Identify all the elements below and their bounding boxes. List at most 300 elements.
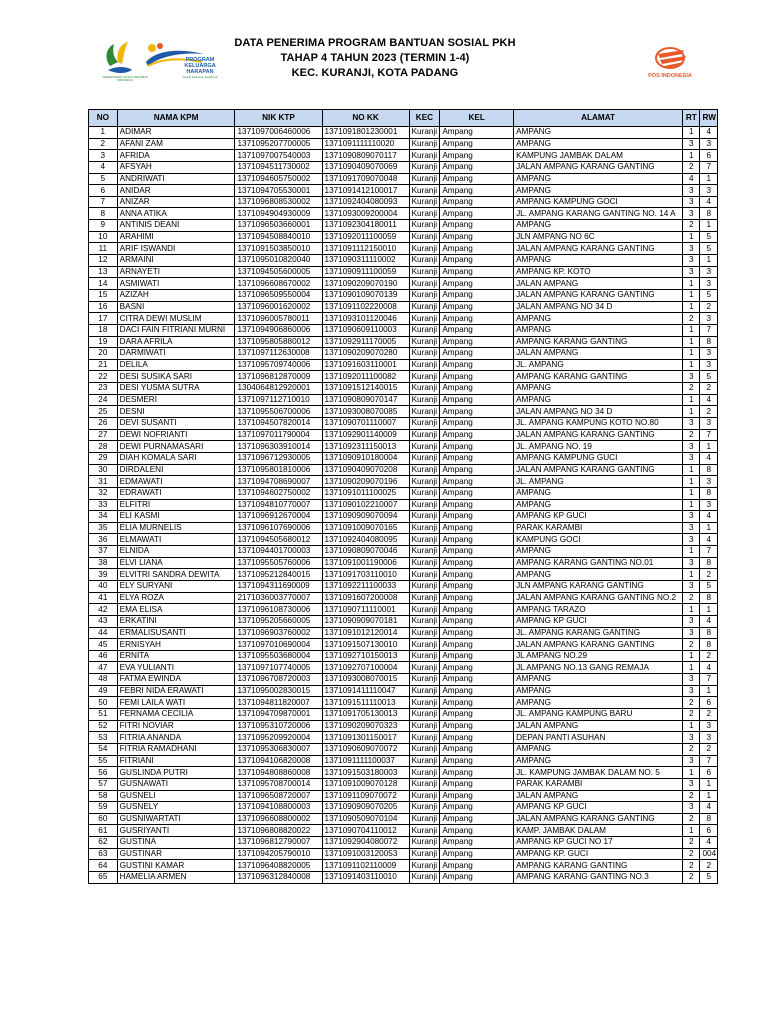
- column-header-kel: KEL: [440, 110, 514, 127]
- cell-alamat: AMPANG: [514, 173, 683, 185]
- cell-rt: 1: [683, 825, 700, 837]
- cell-alamat: AMPANG KP. KOTO: [514, 266, 683, 278]
- cell-no-kk: 1371091512140015: [322, 383, 409, 395]
- cell-nik-ktp: 1371094508840010: [235, 231, 322, 243]
- cell-alamat: JALAN AMPANG KARANG GANTING NO.2: [514, 592, 683, 604]
- cell-kel: Ampang: [440, 709, 514, 721]
- table-row: [89, 860, 718, 872]
- cell-kel: Ampang: [440, 778, 514, 790]
- cell-rw: 8: [700, 639, 718, 651]
- cell-rt: 1: [683, 476, 700, 488]
- cell-no: 10: [89, 231, 118, 243]
- cell-kel: Ampang: [440, 231, 514, 243]
- cell-no-kk: 1371091001190006: [322, 557, 409, 569]
- cell-rw: 2: [700, 383, 718, 395]
- cell-alamat: AMPANG: [514, 394, 683, 406]
- cell-nama-kpm: FEMI LAILA WATI: [117, 697, 235, 709]
- cell-no: 23: [89, 383, 118, 395]
- cell-nama-kpm: DARA AFRILA: [117, 336, 235, 348]
- cell-rt: 1: [683, 604, 700, 616]
- cell-kel: Ampang: [440, 499, 514, 511]
- pos-logo-text: POS INDONESIA: [648, 73, 692, 79]
- cell-alamat: AMPANG: [514, 546, 683, 558]
- table-row: [89, 289, 718, 301]
- cell-alamat: AMPANG: [514, 743, 683, 755]
- cell-alamat: JL. AMPANG: [514, 476, 683, 488]
- cell-kec: Kuranji: [409, 802, 440, 814]
- column-header-kec: KEC: [409, 110, 440, 127]
- cell-kec: Kuranji: [409, 452, 440, 464]
- table-row: [89, 767, 718, 779]
- cell-kec: Kuranji: [409, 150, 440, 162]
- cell-no-kk: 1371090209070196: [322, 476, 409, 488]
- cell-rw: 3: [700, 499, 718, 511]
- cell-nik-ktp: 1371096808820022: [235, 825, 322, 837]
- cell-kel: Ampang: [440, 534, 514, 546]
- pkh-logo-text: [170, 57, 230, 79]
- cell-rw: 8: [700, 627, 718, 639]
- cell-alamat: KAMPUNG JAMBAK DALAM: [514, 150, 683, 162]
- cell-no-kk: 1371092404080095: [322, 534, 409, 546]
- cell-kel: Ampang: [440, 441, 514, 453]
- cell-rw: 4: [700, 534, 718, 546]
- cell-no-kk: 1371092710150013: [322, 650, 409, 662]
- cell-kec: Kuranji: [409, 138, 440, 150]
- cell-rt: 1: [683, 324, 700, 336]
- cell-nama-kpm: DELILA: [117, 359, 235, 371]
- cell-nik-ktp: 1371094401700003: [235, 546, 322, 558]
- cell-kec: Kuranji: [409, 406, 440, 418]
- cell-no-kk: 1371091012120014: [322, 627, 409, 639]
- cell-rw: 7: [700, 674, 718, 686]
- table-row: [89, 732, 718, 744]
- cell-nama-kpm: ARMAINI: [117, 255, 235, 267]
- cell-no: 36: [89, 534, 118, 546]
- cell-kec: Kuranji: [409, 755, 440, 767]
- cell-kec: Kuranji: [409, 487, 440, 499]
- cell-kec: Kuranji: [409, 301, 440, 313]
- cell-rt: 1: [683, 150, 700, 162]
- cell-kec: Kuranji: [409, 359, 440, 371]
- cell-kel: Ampang: [440, 220, 514, 232]
- cell-no-kk: 1371091607200008: [322, 592, 409, 604]
- cell-nama-kpm: ELFITRI: [117, 499, 235, 511]
- cell-nik-ktp: 1371095212840015: [235, 569, 322, 581]
- cell-kec: Kuranji: [409, 196, 440, 208]
- cell-kec: Kuranji: [409, 348, 440, 360]
- cell-alamat: AMPANG: [514, 138, 683, 150]
- cell-nama-kpm: ARAHIMI: [117, 231, 235, 243]
- cell-no: 31: [89, 476, 118, 488]
- table-row: [89, 476, 718, 488]
- cell-rw: 2: [700, 569, 718, 581]
- cell-rw: 7: [700, 161, 718, 173]
- table-row: [89, 790, 718, 802]
- cell-nama-kpm: DEWI NOFRIANTI: [117, 429, 235, 441]
- cell-kec: Kuranji: [409, 674, 440, 686]
- cell-no: 8: [89, 208, 118, 220]
- cell-rt: 3: [683, 615, 700, 627]
- cell-kel: Ampang: [440, 546, 514, 558]
- cell-no: 14: [89, 278, 118, 290]
- cell-nik-ktp: 1371096001620002: [235, 301, 322, 313]
- cell-kel: Ampang: [440, 569, 514, 581]
- table-row: [89, 336, 718, 348]
- cell-no: 7: [89, 196, 118, 208]
- column-header-nik-ktp: NIK KTP: [235, 110, 322, 127]
- cell-rt: 2: [683, 743, 700, 755]
- cell-rt: 2: [683, 813, 700, 825]
- cell-rw: 1: [700, 685, 718, 697]
- cell-nama-kpm: GUSTINA: [117, 837, 235, 849]
- cell-kel: Ampang: [440, 196, 514, 208]
- cell-nik-ktp: 1371096708720003: [235, 674, 322, 686]
- cell-no: 27: [89, 429, 118, 441]
- cell-kec: Kuranji: [409, 429, 440, 441]
- cell-rt: 1: [683, 301, 700, 313]
- cell-kel: Ampang: [440, 429, 514, 441]
- table-row: [89, 243, 718, 255]
- cell-rw: 5: [700, 289, 718, 301]
- cell-nama-kpm: GUSNELI: [117, 790, 235, 802]
- cell-kel: Ampang: [440, 767, 514, 779]
- cell-kec: Kuranji: [409, 872, 440, 884]
- cell-kec: Kuranji: [409, 743, 440, 755]
- cell-rt: 1: [683, 231, 700, 243]
- cell-rw: 1: [700, 220, 718, 232]
- cell-no: 55: [89, 755, 118, 767]
- cell-no: 25: [89, 406, 118, 418]
- cell-nama-kpm: EMA ELISA: [117, 604, 235, 616]
- cell-nama-kpm: FITRIA ANANDA: [117, 732, 235, 744]
- cell-nik-ktp: 1371096503660001: [235, 220, 322, 232]
- cell-kel: Ampang: [440, 418, 514, 430]
- cell-rw: 6: [700, 825, 718, 837]
- table-row: [89, 511, 718, 523]
- cell-rt: 1: [683, 464, 700, 476]
- cell-alamat: JALAN AMPANG KARANG GANTING: [514, 161, 683, 173]
- cell-alamat: AMPANG: [514, 324, 683, 336]
- cell-nama-kpm: FITRIA RAMADHANI: [117, 743, 235, 755]
- cell-rt: 3: [683, 522, 700, 534]
- cell-kel: Ampang: [440, 243, 514, 255]
- cell-nik-ktp: 1371094311690009: [235, 580, 322, 592]
- cell-alamat: JALAN AMPANG: [514, 348, 683, 360]
- table-row: [89, 662, 718, 674]
- cell-nama-kpm: ERNITA: [117, 650, 235, 662]
- pkh-logo-tagline: Peduli Keluarga Sejahtera: [182, 75, 218, 79]
- cell-kel: Ampang: [440, 150, 514, 162]
- cell-kel: Ampang: [440, 313, 514, 325]
- cell-nik-ktp: 1371097112630008: [235, 348, 322, 360]
- cell-kec: Kuranji: [409, 860, 440, 872]
- table-row: [89, 802, 718, 814]
- cell-nama-kpm: GUSRIYANTI: [117, 825, 235, 837]
- cell-no-kk: 1371092011100059: [322, 231, 409, 243]
- cell-no-kk: 1371091102110009: [322, 860, 409, 872]
- cell-kel: Ampang: [440, 848, 514, 860]
- cell-no-kk: 1371092904080072: [322, 837, 409, 849]
- cell-no: 53: [89, 732, 118, 744]
- cell-nama-kpm: FITRIANI: [117, 755, 235, 767]
- cell-no: 63: [89, 848, 118, 860]
- cell-nik-ktp: 1371096812870009: [235, 371, 322, 383]
- cell-no: 33: [89, 499, 118, 511]
- recipient-table: [88, 109, 718, 884]
- cell-nama-kpm: ANDRIWATI: [117, 173, 235, 185]
- cell-rw: 6: [700, 150, 718, 162]
- cell-no-kk: 1371090809070117: [322, 150, 409, 162]
- cell-nik-ktp: 1371095503680004: [235, 650, 322, 662]
- cell-no-kk: 1371091412100017: [322, 185, 409, 197]
- cell-rw: 1: [700, 778, 718, 790]
- cell-nik-ktp: 1371094205790010: [235, 848, 322, 860]
- cell-no: 5: [89, 173, 118, 185]
- cell-nama-kpm: GUSTINI KAMAR: [117, 860, 235, 872]
- cell-rw: 7: [700, 546, 718, 558]
- pkh-logo-line2: KELUARGA: [184, 63, 216, 69]
- table-row: [89, 674, 718, 686]
- cell-no: 34: [89, 511, 118, 523]
- cell-no: 21: [89, 359, 118, 371]
- cell-kel: Ampang: [440, 185, 514, 197]
- cell-kel: Ampang: [440, 511, 514, 523]
- cell-nik-ktp: 1371095506700006: [235, 406, 322, 418]
- cell-kel: Ampang: [440, 138, 514, 150]
- cell-rt: 3: [683, 732, 700, 744]
- cell-rw: 004: [700, 848, 718, 860]
- table-row: [89, 557, 718, 569]
- cell-no: 40: [89, 580, 118, 592]
- cell-nik-ktp: 1371094705530001: [235, 185, 322, 197]
- cell-nama-kpm: FATMA EWINDA: [117, 674, 235, 686]
- cell-no-kk: 1371090809070147: [322, 394, 409, 406]
- cell-rt: 3: [683, 243, 700, 255]
- cell-alamat: AMPANG: [514, 313, 683, 325]
- cell-nama-kpm: GUSNAWATI: [117, 778, 235, 790]
- cell-nama-kpm: DESI SUSIKA SARI: [117, 371, 235, 383]
- cell-rt: 2: [683, 383, 700, 395]
- cell-no: 35: [89, 522, 118, 534]
- cell-alamat: JALAN AMPANG NO 34 D: [514, 406, 683, 418]
- cell-nik-ktp: 2171036003770007: [235, 592, 322, 604]
- cell-no: 17: [89, 313, 118, 325]
- cell-rw: 5: [700, 231, 718, 243]
- cell-no: 13: [89, 266, 118, 278]
- cell-rw: 1: [700, 173, 718, 185]
- cell-nik-ktp: 1371096508720007: [235, 790, 322, 802]
- table-row: [89, 755, 718, 767]
- cell-alamat: AMPANG KP. GUCI: [514, 848, 683, 860]
- cell-rt: 3: [683, 371, 700, 383]
- table-row: [89, 266, 718, 278]
- cell-nama-kpm: ELI KASMI: [117, 511, 235, 523]
- cell-no-kk: 1371091603110001: [322, 359, 409, 371]
- cell-nik-ktp: 1371094505600005: [235, 266, 322, 278]
- cell-rw: 3: [700, 266, 718, 278]
- cell-kel: Ampang: [440, 604, 514, 616]
- cell-alamat: JALAN AMPANG KARANG GANTING: [514, 813, 683, 825]
- cell-no: 54: [89, 743, 118, 755]
- cell-kel: Ampang: [440, 662, 514, 674]
- table-row: [89, 324, 718, 336]
- cell-kec: Kuranji: [409, 615, 440, 627]
- cell-kec: Kuranji: [409, 220, 440, 232]
- cell-nama-kpm: EDRAWATI: [117, 487, 235, 499]
- cell-no-kk: 1371091503180003: [322, 767, 409, 779]
- table-row: [89, 569, 718, 581]
- table-row: [89, 255, 718, 267]
- cell-rt: 2: [683, 639, 700, 651]
- cell-kel: Ampang: [440, 802, 514, 814]
- cell-nik-ktp: 1371097107740005: [235, 662, 322, 674]
- cell-kec: Kuranji: [409, 336, 440, 348]
- document-title-block: [230, 36, 520, 81]
- cell-alamat: JALAN AMPANG: [514, 720, 683, 732]
- cell-kel: Ampang: [440, 359, 514, 371]
- cell-no-kk: 1371092901140009: [322, 429, 409, 441]
- table-row: [89, 138, 718, 150]
- cell-nik-ktp: 1371095205660005: [235, 615, 322, 627]
- cell-no-kk: 1371090609110003: [322, 324, 409, 336]
- table-row: [89, 150, 718, 162]
- table-row: [89, 872, 718, 884]
- cell-rw: 2: [700, 406, 718, 418]
- cell-nama-kpm: ADIMAR: [117, 127, 235, 139]
- cell-kel: Ampang: [440, 685, 514, 697]
- cell-rw: 4: [700, 662, 718, 674]
- cell-kec: Kuranji: [409, 650, 440, 662]
- table-row: [89, 429, 718, 441]
- cell-alamat: JLN AMPANG NO 6C: [514, 231, 683, 243]
- cell-kel: Ampang: [440, 452, 514, 464]
- cell-no: 38: [89, 557, 118, 569]
- cell-alamat: AMPANG: [514, 499, 683, 511]
- cell-kel: Ampang: [440, 127, 514, 139]
- cell-nik-ktp: 1371095010820040: [235, 255, 322, 267]
- cell-kec: Kuranji: [409, 208, 440, 220]
- cell-no-kk: 1371091301150017: [322, 732, 409, 744]
- cell-kel: Ampang: [440, 255, 514, 267]
- cell-no: 2: [89, 138, 118, 150]
- cell-kec: Kuranji: [409, 266, 440, 278]
- cell-rw: 2: [700, 650, 718, 662]
- table-row: [89, 371, 718, 383]
- cell-no: 15: [89, 289, 118, 301]
- cell-rt: 3: [683, 627, 700, 639]
- cell-kec: Kuranji: [409, 639, 440, 651]
- cell-no: 16: [89, 301, 118, 313]
- table-row: [89, 546, 718, 558]
- cell-kec: Kuranji: [409, 278, 440, 290]
- cell-rt: 2: [683, 848, 700, 860]
- cell-kec: Kuranji: [409, 511, 440, 523]
- cell-rt: 1: [683, 499, 700, 511]
- table-row: [89, 848, 718, 860]
- cell-rt: 3: [683, 685, 700, 697]
- table-row: [89, 161, 718, 173]
- table-row: [89, 534, 718, 546]
- table-row: [89, 743, 718, 755]
- cell-rw: 6: [700, 767, 718, 779]
- cell-kec: Kuranji: [409, 790, 440, 802]
- cell-rw: 5: [700, 580, 718, 592]
- cell-no: 18: [89, 324, 118, 336]
- cell-kec: Kuranji: [409, 324, 440, 336]
- table-row: [89, 196, 718, 208]
- cell-kel: Ampang: [440, 487, 514, 499]
- cell-no-kk: 1371093008070015: [322, 674, 409, 686]
- column-header-alamat: ALAMAT: [514, 110, 683, 127]
- cell-no: 56: [89, 767, 118, 779]
- cell-kec: Kuranji: [409, 557, 440, 569]
- cell-nama-kpm: AFANI ZAM: [117, 138, 235, 150]
- cell-kec: Kuranji: [409, 522, 440, 534]
- cell-no-kk: 1371090509070104: [322, 813, 409, 825]
- cell-no: 32: [89, 487, 118, 499]
- cell-nama-kpm: CITRA DEWI MUSLIM: [117, 313, 235, 325]
- cell-rt: 2: [683, 837, 700, 849]
- cell-rw: 7: [700, 324, 718, 336]
- table-row: [89, 697, 718, 709]
- cell-rt: 2: [683, 709, 700, 721]
- cell-rw: 3: [700, 732, 718, 744]
- cell-nik-ktp: 1371095709740006: [235, 359, 322, 371]
- cell-alamat: PARAK KARAMBI: [514, 522, 683, 534]
- cell-nama-kpm: GUSTINAR: [117, 848, 235, 860]
- cell-nik-ktp: 1371094811820007: [235, 697, 322, 709]
- cell-nik-ktp: 1371096712930005: [235, 452, 322, 464]
- cell-alamat: AMPANG: [514, 487, 683, 499]
- table-row: [89, 452, 718, 464]
- cell-nik-ktp: 1371095505760006: [235, 557, 322, 569]
- cell-rw: 2: [700, 860, 718, 872]
- cell-nama-kpm: ELIA MURNELIS: [117, 522, 235, 534]
- cell-rt: 1: [683, 289, 700, 301]
- cell-rt: 3: [683, 418, 700, 430]
- cell-rt: 2: [683, 860, 700, 872]
- cell-kec: Kuranji: [409, 289, 440, 301]
- cell-kec: Kuranji: [409, 534, 440, 546]
- cell-rw: 1: [700, 790, 718, 802]
- cell-rt: 3: [683, 196, 700, 208]
- cell-alamat: JALAN AMPANG: [514, 790, 683, 802]
- cell-nama-kpm: DIAH KOMALA SARI: [117, 452, 235, 464]
- cell-alamat: PARAK KARAMBI: [514, 778, 683, 790]
- cell-nama-kpm: GUSNIWARTATI: [117, 813, 235, 825]
- cell-kel: Ampang: [440, 743, 514, 755]
- cell-nik-ktp: 1371096509550004: [235, 289, 322, 301]
- cell-kel: Ampang: [440, 580, 514, 592]
- cell-alamat: JALAN AMPANG NO 34 D: [514, 301, 683, 313]
- cell-kec: Kuranji: [409, 441, 440, 453]
- cell-alamat: AMPANG KP GUCI: [514, 802, 683, 814]
- cell-no-kk: 1371091705130013: [322, 709, 409, 721]
- cell-rt: 1: [683, 767, 700, 779]
- table-row: [89, 604, 718, 616]
- cell-alamat: JLN AMPANG KARANG GANTING: [514, 580, 683, 592]
- cell-rw: 4: [700, 452, 718, 464]
- cell-no: 37: [89, 546, 118, 558]
- cell-kec: Kuranji: [409, 313, 440, 325]
- cell-kel: Ampang: [440, 336, 514, 348]
- cell-no: 3: [89, 150, 118, 162]
- cell-nik-ktp: 1371095002830015: [235, 685, 322, 697]
- cell-rw: 3: [700, 359, 718, 371]
- cell-alamat: JL. KAMPUNG JAMBAK DALAM NO. 5: [514, 767, 683, 779]
- cell-no: 46: [89, 650, 118, 662]
- table-row: [89, 499, 718, 511]
